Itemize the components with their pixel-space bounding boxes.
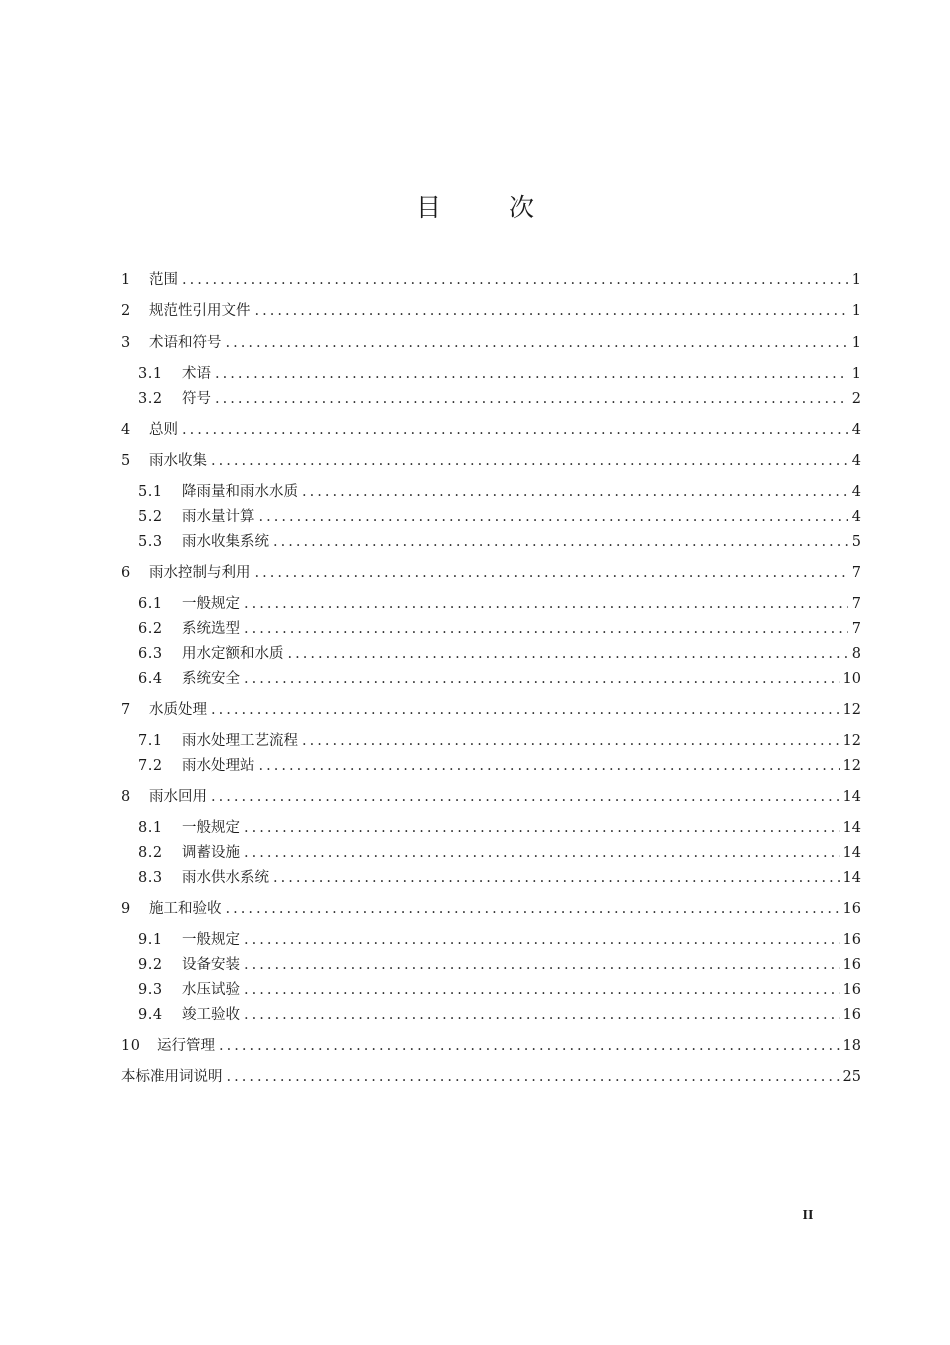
toc-entry[interactable] bbox=[121, 331, 861, 355]
toc-entry-number: 10 bbox=[121, 1038, 141, 1054]
toc-subentry[interactable] bbox=[138, 387, 861, 411]
toc-subentry[interactable] bbox=[138, 953, 861, 977]
toc-leader-dots bbox=[182, 268, 848, 292]
toc-leader-dots bbox=[211, 785, 840, 809]
toc-entry-label: 降雨量和雨水水质 bbox=[182, 484, 298, 500]
toc-subentry[interactable] bbox=[138, 592, 861, 616]
toc-entry[interactable] bbox=[121, 1065, 861, 1089]
page-number: II bbox=[802, 1208, 814, 1223]
toc-entry-number: 9.2 bbox=[138, 957, 163, 973]
toc-entry-number: 5.1 bbox=[138, 484, 163, 500]
toc-entry-label: 调蓄设施 bbox=[182, 845, 240, 861]
toc-entry-label: 雨水收集系统 bbox=[182, 534, 269, 550]
toc-entry-label: 竣工验收 bbox=[182, 1007, 240, 1023]
toc-leader-dots bbox=[302, 480, 848, 504]
toc-entry-page: 18 bbox=[842, 1038, 861, 1054]
toc-leader-dots bbox=[255, 299, 849, 323]
toc-entry-label: 系统安全 bbox=[182, 671, 240, 687]
toc-entry-page: 16 bbox=[842, 901, 861, 917]
toc-entry[interactable] bbox=[121, 561, 861, 585]
toc-subentry[interactable] bbox=[138, 530, 861, 554]
toc-entry-page: 12 bbox=[842, 702, 861, 718]
toc-entry-number: 8.2 bbox=[138, 845, 163, 861]
toc-entry-label: 运行管理 bbox=[157, 1038, 215, 1054]
toc-entry-number: 1 bbox=[121, 272, 131, 288]
toc-entry-page: 4 bbox=[851, 453, 861, 469]
toc-subentry[interactable] bbox=[138, 866, 861, 890]
toc-leader-dots bbox=[244, 978, 840, 1002]
toc-subentry[interactable] bbox=[138, 816, 861, 840]
toc-entry-label: 一般规定 bbox=[182, 596, 240, 612]
toc-entry[interactable] bbox=[121, 1034, 861, 1058]
toc-entry-number: 9.4 bbox=[138, 1007, 163, 1023]
toc-entry-number: 7 bbox=[121, 702, 131, 718]
toc-subentry[interactable] bbox=[138, 480, 861, 504]
toc-entry-page: 25 bbox=[842, 1069, 861, 1085]
toc-entry-page: 1 bbox=[851, 366, 861, 382]
toc-leader-dots bbox=[244, 928, 840, 952]
toc-entry-page: 16 bbox=[842, 982, 861, 998]
toc-entry-number: 8 bbox=[121, 789, 131, 805]
toc-entry-number: 6.4 bbox=[138, 671, 163, 687]
toc-entry-label: 雨水量计算 bbox=[182, 509, 255, 525]
toc-entry-page: 12 bbox=[842, 733, 861, 749]
toc-subentry[interactable] bbox=[138, 978, 861, 1002]
toc-leader-dots bbox=[244, 816, 840, 840]
toc-entry-page: 14 bbox=[842, 845, 861, 861]
toc-leader-dots bbox=[259, 754, 840, 778]
toc-entry-label: 规范性引用文件 bbox=[149, 303, 251, 319]
toc-leader-dots bbox=[273, 866, 840, 890]
toc-leader-dots bbox=[244, 1003, 840, 1027]
toc-entry-label: 施工和验收 bbox=[149, 901, 222, 917]
toc-entry-page: 1 bbox=[851, 303, 861, 319]
toc-leader-dots bbox=[244, 841, 840, 865]
toc-entry-page: 16 bbox=[842, 1007, 861, 1023]
toc-entry-page: 12 bbox=[842, 758, 861, 774]
toc-leader-dots bbox=[226, 331, 849, 355]
toc-subentry[interactable] bbox=[138, 362, 861, 386]
toc-entry-label: 符号 bbox=[182, 391, 211, 407]
toc-entry-label: 雨水处理站 bbox=[182, 758, 255, 774]
toc-subentry[interactable] bbox=[138, 1003, 861, 1027]
toc-entry-label: 雨水处理工艺流程 bbox=[182, 733, 298, 749]
toc-entry-label: 系统选型 bbox=[182, 621, 240, 637]
toc-entry-label: 本标准用词说明 bbox=[121, 1069, 223, 1085]
toc-leader-dots bbox=[244, 592, 848, 616]
toc-entry-number: 6.1 bbox=[138, 596, 163, 612]
toc-leader-dots bbox=[215, 387, 848, 411]
toc-entry-page: 14 bbox=[842, 870, 861, 886]
toc-entry-label: 雨水控制与利用 bbox=[149, 565, 251, 581]
toc-entry-label: 用水定额和水质 bbox=[182, 646, 284, 662]
toc-subentry[interactable] bbox=[138, 754, 861, 778]
toc-entry-label: 设备安装 bbox=[182, 957, 240, 973]
toc-entry-page: 14 bbox=[842, 820, 861, 836]
toc-leader-dots bbox=[244, 953, 840, 977]
toc-entry[interactable] bbox=[121, 418, 861, 442]
toc-entry[interactable] bbox=[121, 449, 861, 473]
toc-entry-number: 5 bbox=[121, 453, 131, 469]
toc-entry-number: 6.2 bbox=[138, 621, 163, 637]
toc-leader-dots bbox=[215, 362, 848, 386]
toc-leader-dots bbox=[226, 897, 840, 921]
toc-entry[interactable] bbox=[121, 785, 861, 809]
toc-entry-page: 4 bbox=[851, 484, 861, 500]
toc-entry-label: 雨水收集 bbox=[149, 453, 207, 469]
toc-entry-page: 8 bbox=[851, 646, 861, 662]
toc-subentry[interactable] bbox=[138, 841, 861, 865]
toc-subentry[interactable] bbox=[138, 667, 861, 691]
toc-entry-number: 5.2 bbox=[138, 509, 163, 525]
toc-entry-number: 3.1 bbox=[138, 366, 163, 382]
toc-entry-number: 8.3 bbox=[138, 870, 163, 886]
toc-entry-number: 9.1 bbox=[138, 932, 163, 948]
toc-entry-page: 2 bbox=[851, 391, 861, 407]
toc-entry-label: 术语和符号 bbox=[149, 335, 222, 351]
toc-entry[interactable] bbox=[121, 698, 861, 722]
toc-entry-page: 7 bbox=[851, 565, 861, 581]
toc-entry-number: 7.1 bbox=[138, 733, 163, 749]
toc-entry-page: 1 bbox=[851, 272, 861, 288]
toc-entry-number: 6.3 bbox=[138, 646, 163, 662]
toc-entry-page: 16 bbox=[842, 957, 861, 973]
toc-entry-page: 10 bbox=[842, 671, 861, 687]
page-title: 目 次 bbox=[416, 193, 564, 222]
toc-leader-dots bbox=[219, 1034, 840, 1058]
toc-entry-page: 4 bbox=[851, 509, 861, 525]
toc-entry-label: 总则 bbox=[149, 422, 178, 438]
toc-entry-page: 5 bbox=[851, 534, 861, 550]
toc-leader-dots bbox=[227, 1065, 840, 1089]
toc-entry-label: 雨水供水系统 bbox=[182, 870, 269, 886]
toc-subentry[interactable] bbox=[138, 729, 861, 753]
toc-entry-page: 4 bbox=[851, 422, 861, 438]
toc-entry-page: 1 bbox=[851, 335, 861, 351]
toc-entry-number: 7.2 bbox=[138, 758, 163, 774]
toc-subentry[interactable] bbox=[138, 928, 861, 952]
toc-entry[interactable] bbox=[121, 897, 861, 921]
toc-leader-dots bbox=[302, 729, 840, 753]
toc-entry-label: 范围 bbox=[149, 272, 178, 288]
toc-leader-dots bbox=[288, 642, 849, 666]
toc-entry[interactable] bbox=[121, 268, 861, 292]
toc-subentry[interactable] bbox=[138, 642, 861, 666]
toc-leader-dots bbox=[255, 561, 849, 585]
toc-entry-number: 9 bbox=[121, 901, 131, 917]
toc-leader-dots bbox=[211, 698, 840, 722]
toc-entry-label: 水质处理 bbox=[149, 702, 207, 718]
toc-leader-dots bbox=[259, 505, 849, 529]
toc-entry-number: 6 bbox=[121, 565, 131, 581]
toc-subentry[interactable] bbox=[138, 505, 861, 529]
toc-entry-label: 水压试验 bbox=[182, 982, 240, 998]
toc-entry-number: 9.3 bbox=[138, 982, 163, 998]
toc-entry-number: 5.3 bbox=[138, 534, 163, 550]
toc-entry-page: 7 bbox=[851, 596, 861, 612]
toc-entry-page: 14 bbox=[842, 789, 861, 805]
toc-entry-label: 一般规定 bbox=[182, 932, 240, 948]
toc-leader-dots bbox=[244, 667, 840, 691]
toc-entry-label: 雨水回用 bbox=[149, 789, 207, 805]
toc-subentry[interactable] bbox=[138, 617, 861, 641]
toc-entry-label: 一般规定 bbox=[182, 820, 240, 836]
toc-entry-label: 术语 bbox=[182, 366, 211, 382]
toc-leader-dots bbox=[244, 617, 848, 641]
toc-leader-dots bbox=[182, 418, 848, 442]
toc-entry[interactable] bbox=[121, 299, 861, 323]
toc-entry-number: 4 bbox=[121, 422, 131, 438]
toc-leader-dots bbox=[273, 530, 848, 554]
toc-entry-number: 2 bbox=[121, 303, 131, 319]
toc-entry-number: 3.2 bbox=[138, 391, 163, 407]
toc-leader-dots bbox=[211, 449, 848, 473]
toc-entry-number: 8.1 bbox=[138, 820, 163, 836]
toc-entry-number: 3 bbox=[121, 335, 131, 351]
toc-entry-page: 7 bbox=[851, 621, 861, 637]
toc-entry-page: 16 bbox=[842, 932, 861, 948]
